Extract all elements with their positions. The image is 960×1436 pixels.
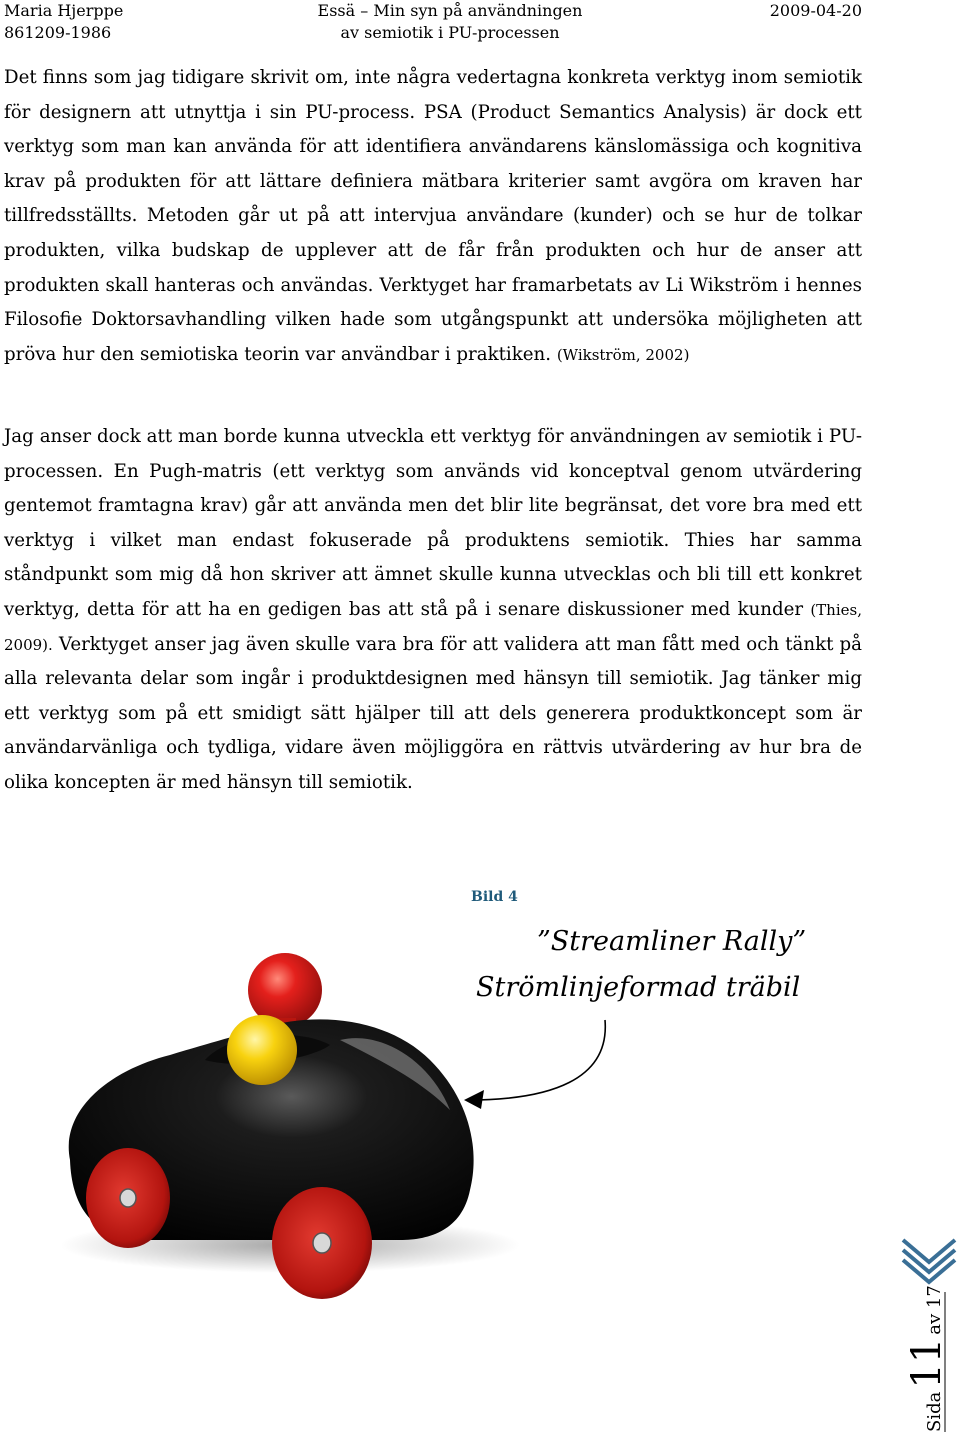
chevron-logo-icon: [903, 1240, 955, 1282]
paragraph-2: [4, 420, 862, 801]
page-number: 11: [904, 1337, 950, 1389]
document-title-line1: Essä – Min syn på användningen: [317, 1, 583, 20]
svg-text:Sida11av 17: [904, 1285, 950, 1432]
paragraph-2-text-a: Jag anser dock att man borde kunna utveckla ett verktyg för användningen av semiotik i PU-processen. En Pugh-matris (ett verktyg som används vid konceptval genom utvärdering gentemot framtagna krav) går att använda men det blir lite begränsat, det vore bra med ett verktyg i vilket man endast fokuserade på produktens semiotik. Thies har samma ståndpunkt som mig då hon skriver att ämnet skulle kunna utvecklas och bli till ett konkret verktyg, detta för att ha en gedigen bas att stå på i senare diskussioner med kunder: [4, 426, 862, 620]
rear-wheel-hub: [120, 1189, 136, 1207]
page-total: av 17: [924, 1285, 945, 1335]
citation-thies: (Thies, 2009).: [4, 600, 862, 654]
figure-callout-line2: Strömlinjeformad träbil: [476, 972, 801, 1003]
page-prefix: Sida: [924, 1391, 945, 1432]
paragraph-1-text: Det finns som jag tidigare skrivit om, inte några vedertagna konkreta verktyg inom semiotik för designern att utnyttja i sin PU-process. PSA (Product Semantics Analysis) är dock ett verktyg som man kan använda för att identifiera användarens känslomässiga och kognitiva krav på produkten för att lättare definiera mätbara kriterier samt avgöra om kraven har tillfredsställts. Metoden går ut på att intervjua användare (kunder) och se hur de tolkar produkten, vilka budskap de upplever att de får från produkten och hur de anser att produkten skall hanteras och användas. Verktyget har framarbetats av Li Wikström i hennes Filosofie Doktorsavhandling vilken hade som utgångspunkt att undersöka möjligheten att pröva hur den semiotiska teorin var användbar i praktiken.: [4, 67, 862, 365]
callout-arrowhead: [464, 1090, 484, 1109]
document-title-line2: av semiotik i PU-processen: [340, 23, 560, 42]
author-name: Maria Hjerppe: [4, 1, 124, 20]
document-date: 2009-04-20: [769, 1, 862, 20]
yellow-figure-head: [227, 1015, 297, 1085]
toy-car-figure: [0, 880, 960, 1300]
header-right: [770, 0, 862, 22]
figure-caption: Bild 4: [471, 889, 518, 905]
paragraph-2-text-b: Verktyget anser jag även skulle vara bra för att validera att man fått med och tänkt på alla relevanta delar som ingår i produktdesignen med hänsyn till semiotik. Jag tänker mig ett verktyg som på ett smidigt sätt hjälper till att dels generera produktkoncept som är användarvänliga och tydliga, vidare även möjliggöra en rättvis utvärdering av hur bra de olika koncepten är med hänsyn till semiotik.: [4, 633, 862, 793]
page-number-block: [898, 1230, 960, 1436]
paragraph-1: [4, 61, 862, 372]
front-wheel-hub: [313, 1233, 331, 1253]
figure-callout-line1: ”Streamliner Rally”: [537, 926, 807, 957]
citation-wikstrom: (Wikström, 2002): [556, 345, 690, 364]
header-center: [300, 0, 600, 44]
callout-arrow: [468, 1020, 605, 1100]
header-left: [4, 0, 123, 44]
id-number: 861209-1986: [4, 23, 112, 42]
